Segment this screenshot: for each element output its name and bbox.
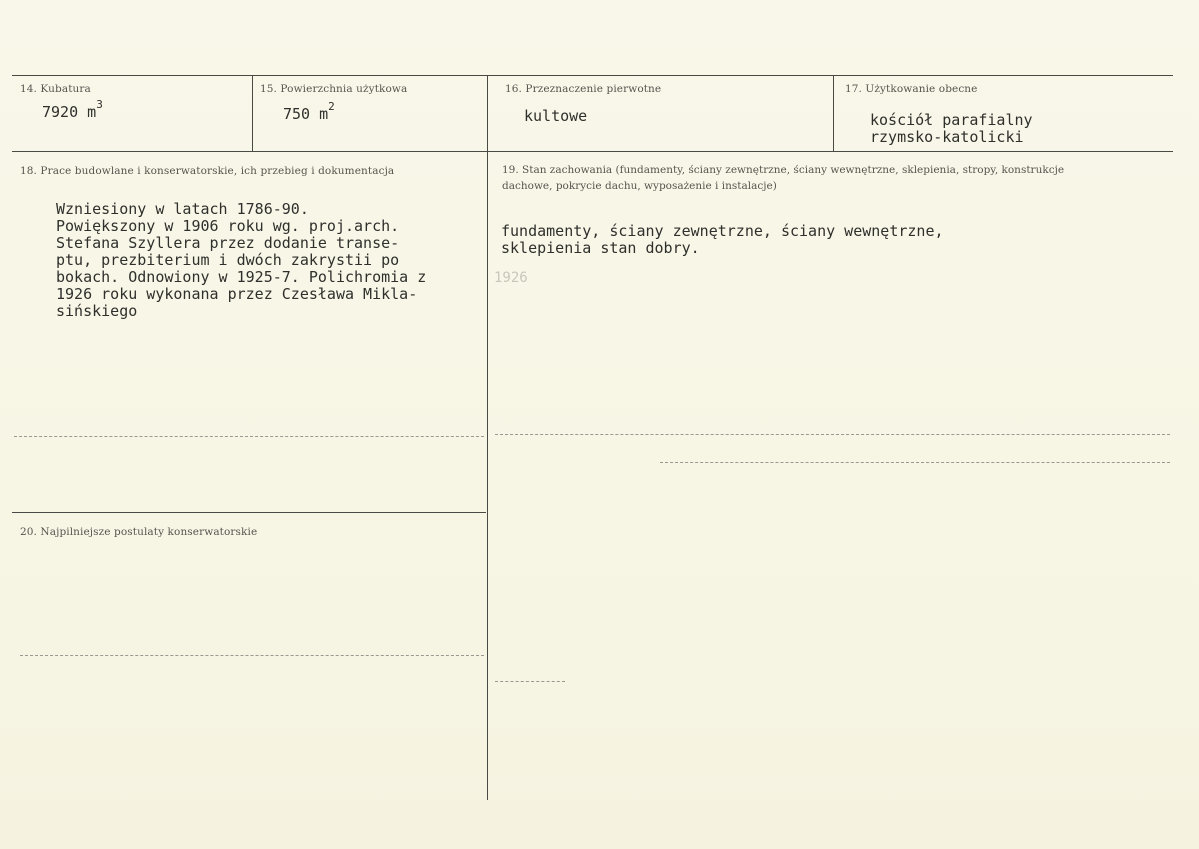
field-17-value-line-2: rzymsko-katolicki — [870, 128, 1024, 146]
field-18-line-3: Stefana Szyllera przez dodanie transe- — [56, 234, 400, 252]
field-19-line-1: fundamenty, ściany zewnętrzne, ściany wewnętrzne, — [501, 222, 944, 240]
field-18-line-4: ptu, prezbiterium i dwóch zakrystii po — [56, 251, 400, 269]
guide-line — [660, 462, 1170, 463]
field-18-line-2: Powiększony w 1906 roku wg. proj.arch. — [56, 217, 400, 235]
field-18-line-1: Wzniesiony w latach 1786-90. — [56, 200, 309, 218]
field-17-label: 17. Użytkowanie obecne — [845, 83, 978, 95]
field-18-line-6: 1926 roku wykonana przez Czesława Mikla- — [56, 285, 418, 303]
divider-14-15 — [252, 76, 253, 151]
field-19-line-2: sklepienia stan dobry. — [501, 239, 700, 257]
field-15-value: 750 $m^2$ — [283, 100, 335, 123]
divider-15-16 — [487, 76, 488, 800]
field-17-value-line-1: kościół parafialny — [870, 111, 1033, 129]
field-19-label: 19. Stan zachowania (fundamenty, ściany zewnętrzne, ściany wewnętrzne, sklepienia, stropy, konstrukcje dachowe, pokrycie dachu, wyposażenie i instalacje) — [502, 164, 1065, 192]
field-18-line-5: bokach. Odnowiony w 1925-7. Polichromia z — [56, 268, 427, 286]
field-18-line-7: sińskiego — [56, 302, 138, 320]
field-16-label: 16. Przeznaczenie pierwotne — [505, 83, 662, 95]
bleed-through-text: 1926 — [494, 270, 528, 286]
row1-bottom-rule — [12, 151, 1173, 152]
top-rule — [12, 75, 1173, 76]
guide-line — [495, 681, 565, 682]
divider-16-17 — [833, 76, 834, 151]
guide-line — [495, 434, 1170, 435]
field-15-label: 15. Powierzchnia użytkowa — [260, 83, 408, 95]
field-14-label: 14. Kubatura — [20, 83, 91, 95]
field-14-value: 7920 $m^3$ — [42, 98, 103, 121]
field-18-label: 18. Prace budowlane i konserwatorskie, ich przebieg i dokumentacja — [20, 165, 395, 177]
field-20-label: 20. Najpilniejsze postulaty konserwatorskie — [20, 526, 258, 538]
field-16-value: kultowe — [524, 107, 588, 125]
guide-line — [20, 655, 484, 656]
guide-line — [14, 436, 484, 437]
row2-bottom-rule — [12, 512, 486, 513]
